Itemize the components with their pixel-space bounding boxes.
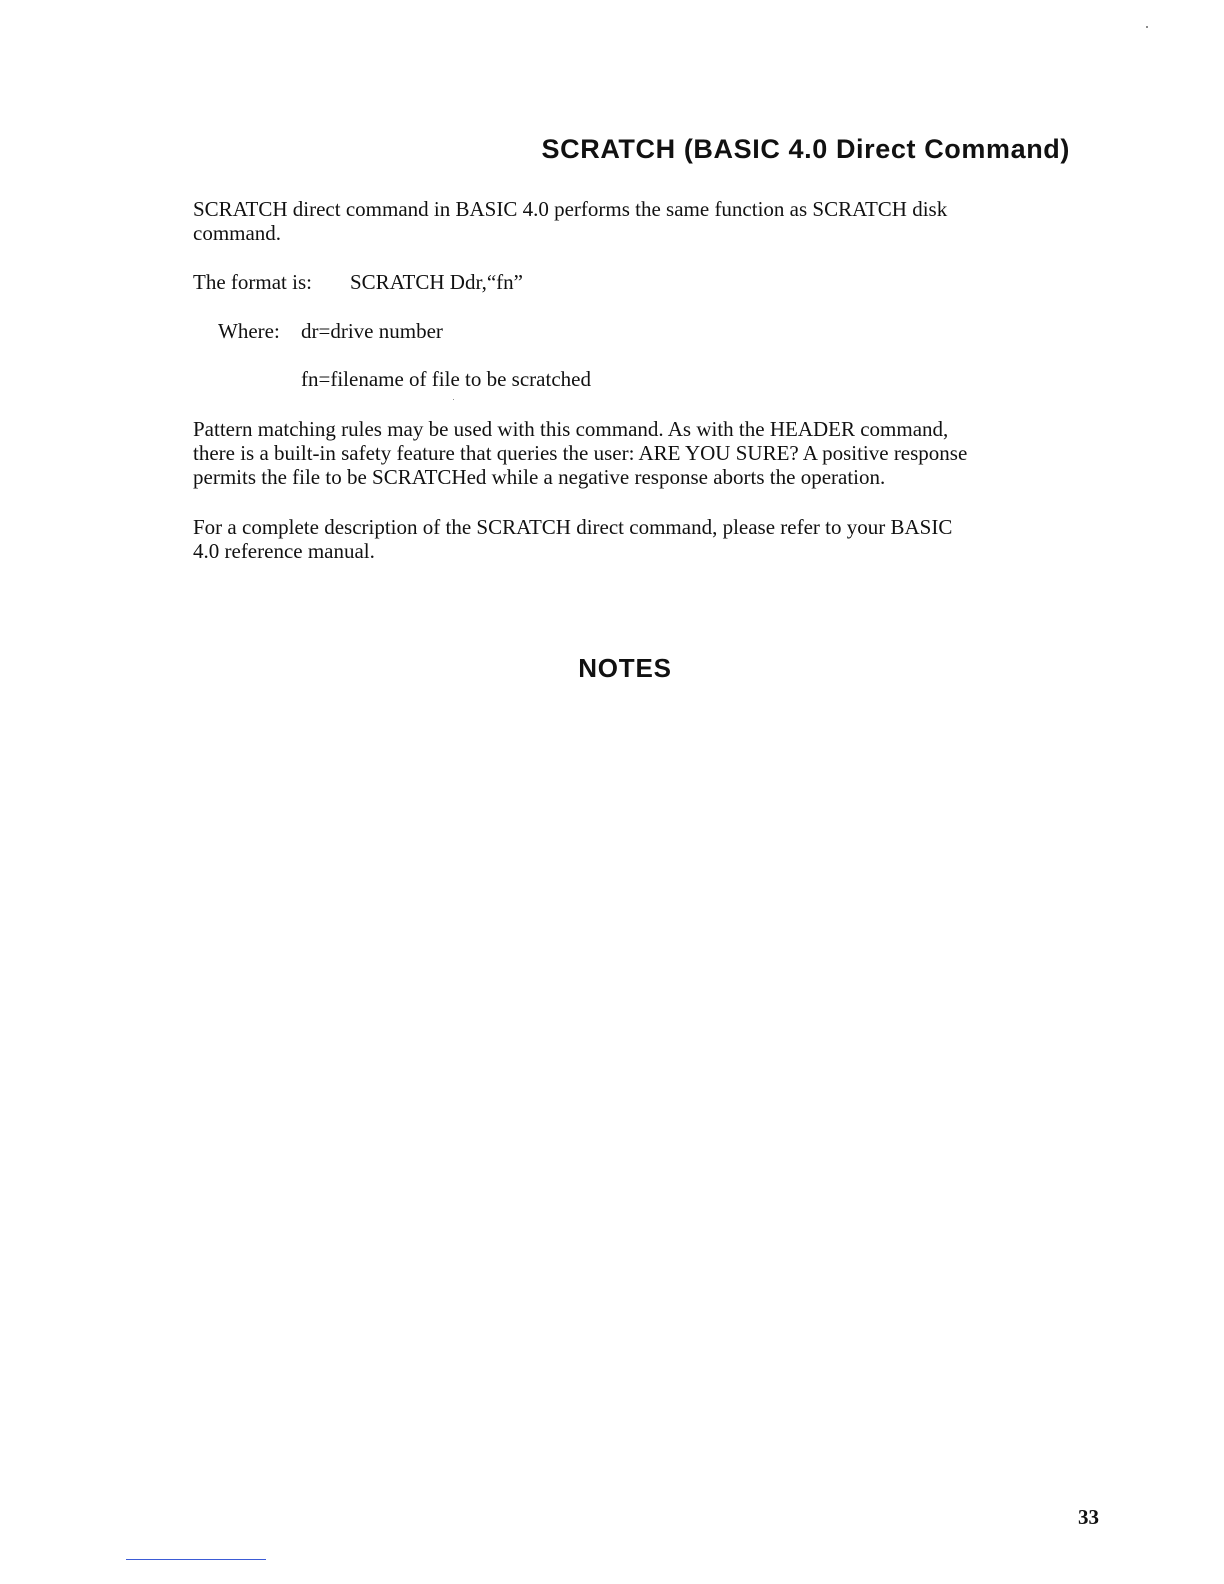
reference-line-1: For a complete description of the SCRATCH direct command, please refer to your BASIC <box>193 515 953 539</box>
scan-speck <box>453 399 454 400</box>
pattern-line-3: permits the file to be SCRATCHed while a negative response aborts the operation. <box>193 465 886 489</box>
footer-rule <box>126 1559 266 1560</box>
format-row <box>193 270 1073 294</box>
scan-speck <box>1146 26 1148 28</box>
format-value: SCRATCH Ddr,“fn” <box>350 270 523 294</box>
where-dr-definition: dr=drive number <box>301 319 443 343</box>
intro-line-1: SCRATCH direct command in BASIC 4.0 performs the same function as SCRATCH disk <box>193 197 948 221</box>
where-fn-definition: fn=filename of file to be scratched <box>301 367 591 391</box>
page-number: 33 <box>1078 1505 1099 1529</box>
reference-line-2: 4.0 reference manual. <box>193 539 375 563</box>
pattern-matching-paragraph <box>193 417 1073 489</box>
reference-paragraph <box>193 515 1073 563</box>
intro-paragraph <box>193 197 1073 245</box>
pattern-line-1: Pattern matching rules may be used with this command. As with the HEADER command, <box>193 417 949 441</box>
pattern-line-2: there is a built-in safety feature that queries the user: ARE YOU SURE? A positive response <box>193 441 968 465</box>
where-label: Where: <box>218 319 280 343</box>
format-label: The format is: <box>193 270 312 294</box>
section-heading: SCRATCH (BASIC 4.0 Direct Command) <box>541 134 1070 164</box>
where-row <box>218 319 443 343</box>
notes-heading: NOTES <box>578 653 672 683</box>
intro-line-2: command. <box>193 221 282 245</box>
